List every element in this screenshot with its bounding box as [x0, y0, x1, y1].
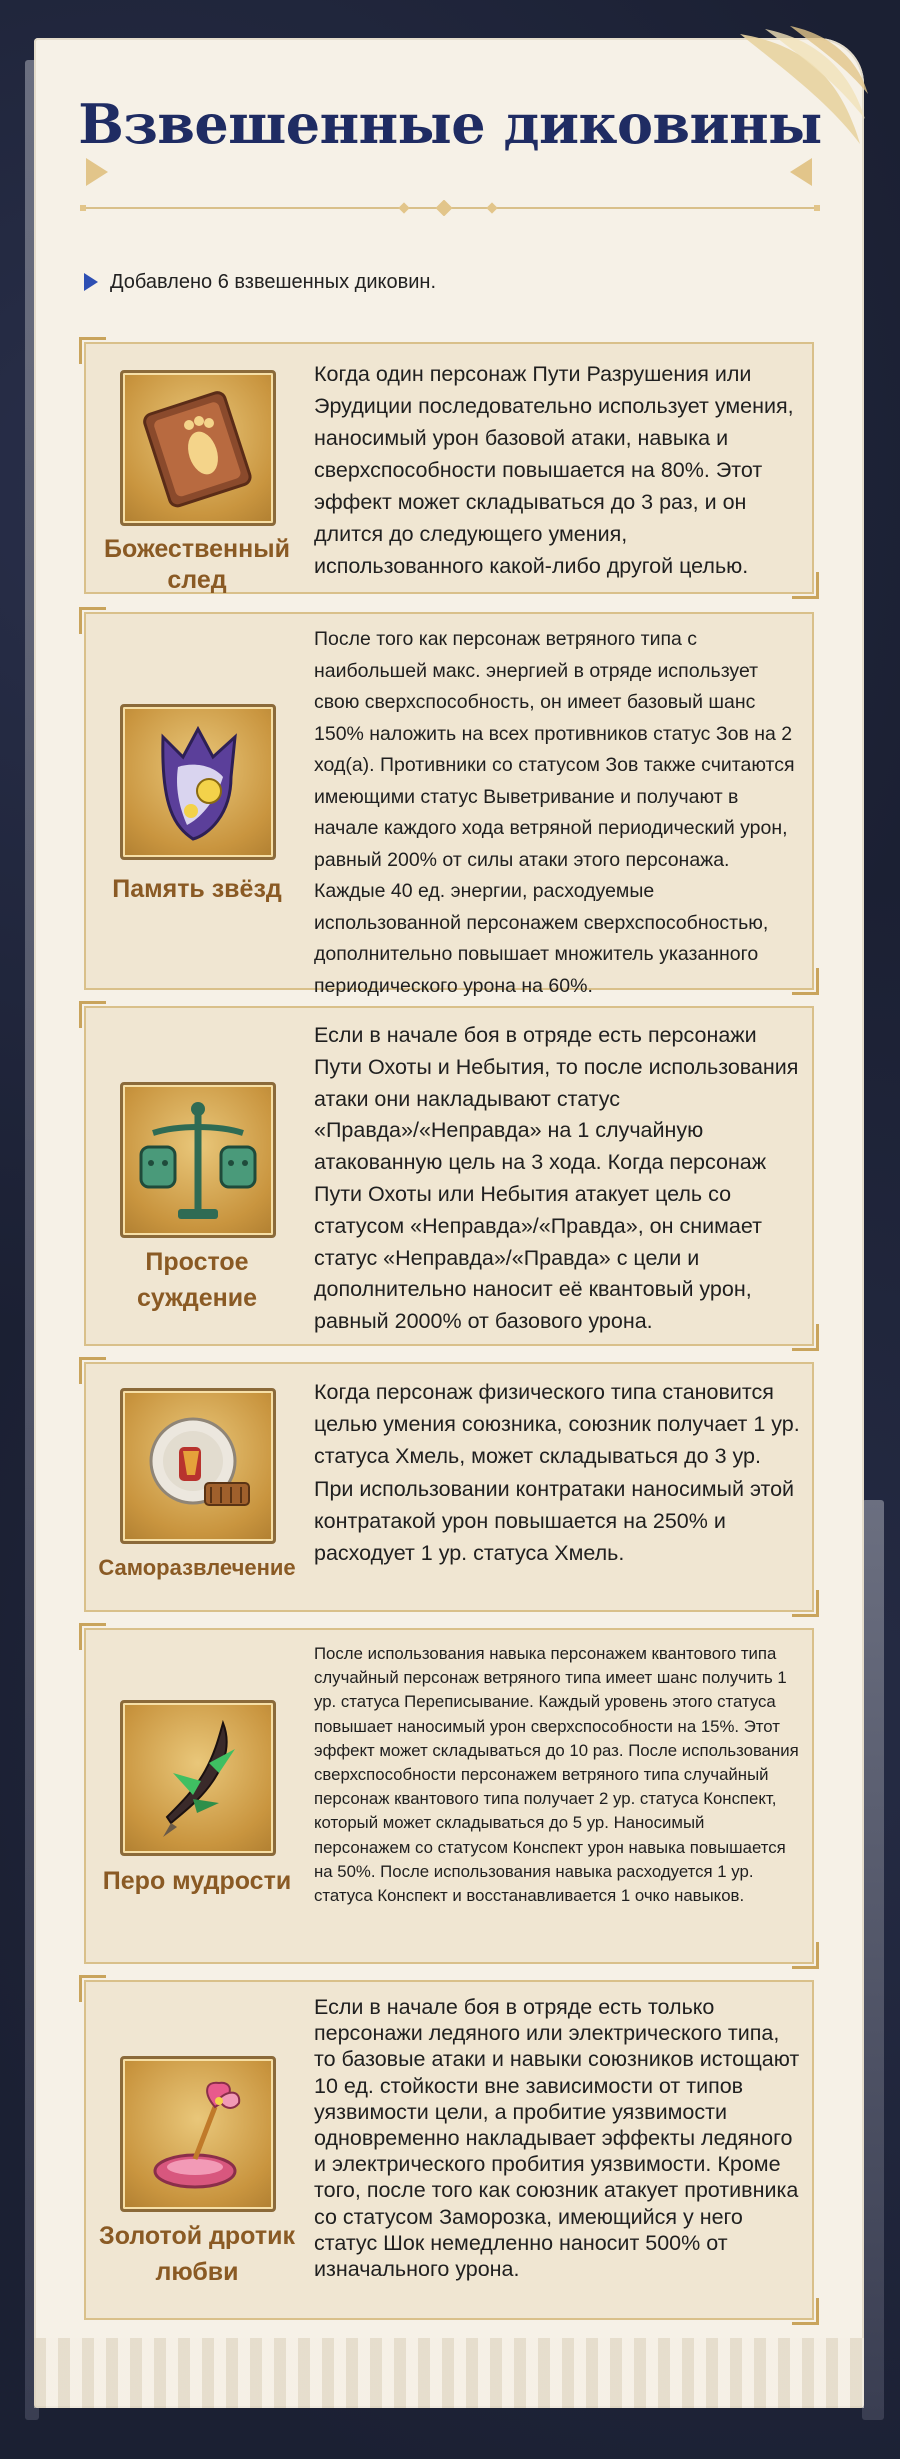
bottom-decorative-band: [34, 2338, 864, 2408]
item-description: Если в начале боя в отряде есть персонажи Пути Охоты и Небытия, то после использования атаки они накладывают статус «Правда»/«Неправда» на 1 случайную атакованную цель на 3 хода. Когда персонаж Пути Охоты или Небытия атакует цель со статусом «Неправда»/«Правда», он снимает статус «Неправда»/«Правда» с цели и дополнительно наносит её квантовый урон, равный 2000% от базового урона.: [314, 1023, 799, 1334]
item-description: Если в начале боя в отряде есть только персонажи ледяного или электрического типа, то базовые атаки и навыки союзников истощают 10 ед. стойкости вне зависимости от типов уязвимости цели, а пробитие уязвимости одновременно накладывает эффекты ледяного и электрического пробития уязвимости. Кроме того, после того как союзник атакует противника со статусом Заморозка, имеющийся у него статус Шок немедленно наносит 500% от изначального урона.: [314, 1995, 800, 2282]
footprint-card-icon: [123, 373, 273, 523]
cupid-dart-icon: [123, 2059, 273, 2209]
item-card: [84, 1980, 814, 2320]
intro-text: Добавлено 6 взвешенных диковин.: [110, 270, 436, 293]
item-name: Простое суждение: [137, 1248, 257, 1312]
right-book-edge: [862, 1500, 884, 2420]
star-memory-mask-icon: [123, 707, 273, 857]
astronaut-helmet-icon: [123, 1391, 273, 1541]
page-title: Взвешенные диковины: [78, 92, 822, 156]
item-name: Божественный след: [104, 535, 290, 595]
item-card: [84, 612, 814, 997]
item-icon-frame: [120, 2056, 276, 2212]
item-card: [84, 1628, 814, 1964]
quill-claw-icon: [123, 1703, 273, 1853]
item-name: Золотой дротик любви: [99, 2222, 295, 2286]
item-card: [84, 342, 814, 594]
title-right-arrow-icon: [790, 158, 812, 186]
item-card: [84, 1362, 814, 1612]
item-name: Перо мудрости: [102, 1867, 292, 1895]
title-divider: [80, 200, 820, 216]
title-left-arrow-icon: [86, 158, 108, 186]
item-card: [84, 1006, 814, 1346]
item-icon-frame: [120, 370, 276, 526]
item-description: Когда персонаж физического типа становится целью умения союзника, союзник получает 1 ур. статуса Хмель, может складываться до 3 ур. При использовании контратаки наносимый этой контратакой урон повышается на 250% и расходует 1 ур. статуса Хмель.: [314, 1380, 800, 1566]
scales-icon: [123, 1085, 273, 1235]
item-icon-frame: [120, 1082, 276, 1238]
item-description: После того как персонаж ветряного типа с наибольшей макс. энергией в отряде использует свою сверхспособность, он имеет базовый шанс 150% наложить на всех противников статус Зов на 2 ход(а). Противники со статусом Зов также считаются имеющими статус Выветривание и получают в начале каждого хода ветряной периодический урон, равный 200% от силы атаки этого персонажа. Каждые 40 ед. энергии, расходуемые использованной персонажем сверхспособностью, дополнительно повышает множитель указанного периодического урона на 60%.: [314, 628, 795, 997]
item-icon-frame: [120, 1700, 276, 1856]
intro-line: [84, 267, 436, 297]
item-name: Память звёзд: [112, 875, 282, 903]
bullet-arrow-icon: [84, 273, 98, 291]
item-icon-frame: [120, 704, 276, 860]
item-icon-frame: [120, 1388, 276, 1544]
item-description: После использования навыка персонажем квантового типа случайный персонаж ветряного типа имеет шанс получить 1 ур. статуса Переписывание. Каждый уровень этого статуса повышает наносимый урон сверхспособности на 15%. Этот эффект может складываться до 10 раз. После использования сверхспособности персонажем ветряного типа случайный персонаж квантового типа получает 2 ур. статуса Конспект, который может складываться до 5 ур. Наносимый персонажем со статусом Конспект урон навыка повышается на 50%. После использования навыка расходуется 1 ур. статуса Конспект и восстанавливается 1 очко навыков.: [314, 1644, 799, 1906]
item-name: Саморазвлечение: [98, 1555, 296, 1580]
item-description: Когда один персонаж Пути Разрушения или Эрудиции последовательно использует умения, наносимый урон базовой атаки, навыка и сверхспособности повышается на 80%. Этот эффект может складываться до 3 раз, и он длится до следующего умения, использованного какой-либо другой целью.: [314, 362, 794, 578]
